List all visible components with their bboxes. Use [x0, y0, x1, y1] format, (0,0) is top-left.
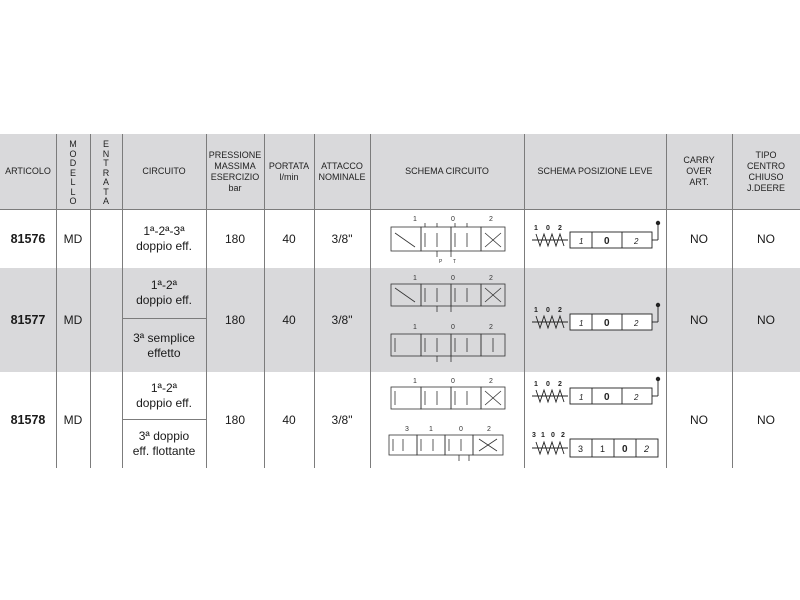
valve-schematic-81576 — [385, 213, 511, 265]
lev3b-top-0: 0 — [551, 432, 555, 439]
row-81577-carry: NO — [690, 312, 708, 327]
valve-schematic-81578-b — [385, 423, 511, 467]
header-pressione-l4: bar — [228, 182, 242, 193]
lev2-box-0: 0 — [604, 318, 610, 329]
header-tipo-l4: J.DEERE — [746, 182, 785, 193]
sch1-port-p: P — [439, 259, 443, 265]
sch1-pos-0: 0 — [451, 216, 455, 223]
valve-schematic-81577-a — [385, 272, 511, 316]
row-81577-circuito-2-l2: effetto — [147, 345, 181, 360]
header-tipo-l2: CENTRO — [747, 160, 785, 171]
sch3b-pos-2: 2 — [487, 426, 491, 433]
valve-schematic-81577-b — [385, 320, 511, 368]
row-81576-tipo: NO — [757, 231, 775, 246]
sch2a-pos-2: 2 — [489, 275, 493, 282]
row-81577-tipo: NO — [757, 312, 775, 327]
sch2b-pos-1: 1 — [413, 324, 417, 331]
header-pressione-l3: ESERCIZIO — [210, 171, 260, 182]
header-pressione — [206, 134, 264, 209]
row-81578-circuito-2-l1: 3ª doppio — [138, 429, 190, 443]
row-81576-modello: MD — [63, 231, 83, 246]
header-carry — [666, 134, 732, 209]
header-schema-circuito: SCHEMA CIRCUITO — [405, 166, 489, 176]
product-table — [0, 134, 800, 468]
header-attacco — [314, 134, 370, 209]
row-81576-carry: NO — [690, 231, 708, 246]
sch1-port-t: T — [453, 259, 457, 265]
lev3a-box-2: 2 — [634, 393, 639, 402]
sch2a-pos-0: 0 — [451, 275, 455, 282]
lever-schematic-81577 — [528, 302, 664, 338]
sch2b-pos-2: 2 — [489, 324, 493, 331]
row-81578-modello: MD — [63, 412, 83, 427]
lev3b-box-3: 3 — [578, 444, 584, 454]
sch3b-pos-0: 0 — [459, 426, 463, 433]
row-81578-circuito-1-l1: 1ª-2ª — [150, 380, 178, 395]
row-81577-portata: 40 — [282, 312, 296, 327]
lever-schematic-81578-a — [528, 376, 664, 412]
sch3a-pos-2: 2 — [489, 378, 493, 385]
lev3b-box-1: 1 — [600, 444, 606, 454]
lev3b-top-1: 1 — [541, 432, 545, 439]
header-modello: M O D E L L O — [69, 139, 77, 206]
lev3b-box-2: 2 — [644, 444, 650, 454]
header-articolo: ARTICOLO — [5, 166, 51, 176]
valve-schematic-81578-a — [385, 375, 511, 419]
row-81578-portata: 40 — [282, 412, 296, 427]
lev2-top-1: 1 — [534, 307, 538, 314]
lev3a-box-1: 1 — [579, 393, 584, 402]
row-81577-articolo: 81577 — [10, 312, 46, 327]
sch3a-pos-0: 0 — [451, 378, 455, 385]
row-81578-tipo: NO — [757, 412, 775, 427]
lev3b-top-3: 3 — [532, 432, 536, 439]
row-81576-circuito — [122, 210, 206, 268]
sch1-pos-2: 2 — [489, 216, 493, 223]
header-portata — [264, 134, 314, 209]
row-81578-circuito-2 — [122, 420, 206, 468]
row-81578-articolo: 81578 — [10, 412, 46, 427]
row-81578-attacco: 3/8" — [331, 412, 353, 427]
header-carry-l2: OVER — [686, 166, 712, 176]
row-81578-pressione: 180 — [224, 412, 246, 427]
row-81577-circuito-1 — [122, 268, 206, 318]
lev3b-box-0: 0 — [622, 444, 628, 455]
sch3b-pos-3: 3 — [405, 426, 409, 433]
row-81578-carry: NO — [690, 412, 708, 427]
lev1-box-2: 2 — [634, 237, 639, 246]
row-81577-modello: MD — [63, 312, 83, 327]
header-tipo-l3: CHIUSO — [748, 171, 784, 182]
header-portata-l2: l/min — [279, 171, 299, 182]
row-81576-pressione: 180 — [224, 231, 246, 246]
lev2-box-1: 1 — [579, 319, 584, 328]
lev2-top-0: 0 — [546, 307, 550, 314]
header-tipo — [732, 134, 800, 209]
row-81578-circuito-1-l2: doppio eff. — [136, 395, 192, 410]
lever-schematic-81576 — [528, 220, 664, 256]
sch3a-pos-1: 1 — [413, 378, 417, 385]
lev3a-box-0: 0 — [604, 392, 610, 403]
row-81578-circuito-2-l2: eff. flottante — [132, 444, 196, 458]
row-81577-attacco: 3/8" — [331, 312, 353, 327]
header-attacco-l1: ATTACCO — [321, 160, 363, 171]
lev2-top-2: 2 — [558, 307, 562, 314]
header-attacco-l2: NOMINALE — [318, 171, 366, 182]
header-tipo-l1: TIPO — [755, 149, 777, 160]
lev1-box-0: 0 — [604, 236, 610, 247]
header-portata-l1: PORTATA — [268, 160, 310, 171]
lever-schematic-81578-b — [528, 428, 664, 464]
sch3b-pos-1: 1 — [429, 426, 433, 433]
header-pressione-l1: PRESSIONE — [208, 149, 262, 160]
header-circuito: CIRCUITO — [142, 166, 186, 176]
row-81577-circuito-2 — [122, 319, 206, 372]
row-81577-circuito-2-l1: 3ª semplice — [133, 330, 195, 345]
header-pressione-l2: MASSIMA — [214, 160, 256, 171]
header-entrata: E N T R A T A — [102, 139, 110, 206]
header-carry-l3: ART. — [689, 177, 709, 187]
sch2a-pos-1: 1 — [413, 275, 417, 282]
lev1-top-2: 2 — [558, 225, 562, 232]
row-81577-circuito-1-l1: 1ª-2ª — [150, 278, 178, 292]
header-carry-l1: CARRY — [683, 155, 715, 165]
row-81576-attacco: 3/8" — [331, 231, 353, 246]
row-81577-circuito-1-l2: doppio eff. — [136, 293, 192, 307]
lev1-box-1: 1 — [579, 237, 584, 246]
lev3a-top-1: 1 — [534, 381, 538, 388]
row-81576-portata: 40 — [282, 231, 296, 246]
lev3b-top-2: 2 — [561, 432, 565, 439]
row-81578-circuito-1 — [122, 372, 206, 419]
lev3a-top-2: 2 — [558, 381, 562, 388]
row-81576-circuito-l2: doppio eff. — [136, 239, 192, 253]
row-81577-pressione: 180 — [224, 312, 246, 327]
lev1-top-1: 1 — [534, 225, 538, 232]
sch1-pos-1: 1 — [413, 216, 417, 223]
lev3a-top-0: 0 — [546, 381, 550, 388]
row-81576-circuito-l1: 1ª-2ª-3ª — [143, 224, 185, 238]
lev2-box-2: 2 — [634, 319, 639, 328]
lev1-top-0: 0 — [546, 225, 550, 232]
sch2b-pos-0: 0 — [451, 324, 455, 331]
row-81576-articolo: 81576 — [10, 231, 46, 246]
header-schema-leve: SCHEMA POSIZIONE LEVE — [537, 166, 653, 176]
